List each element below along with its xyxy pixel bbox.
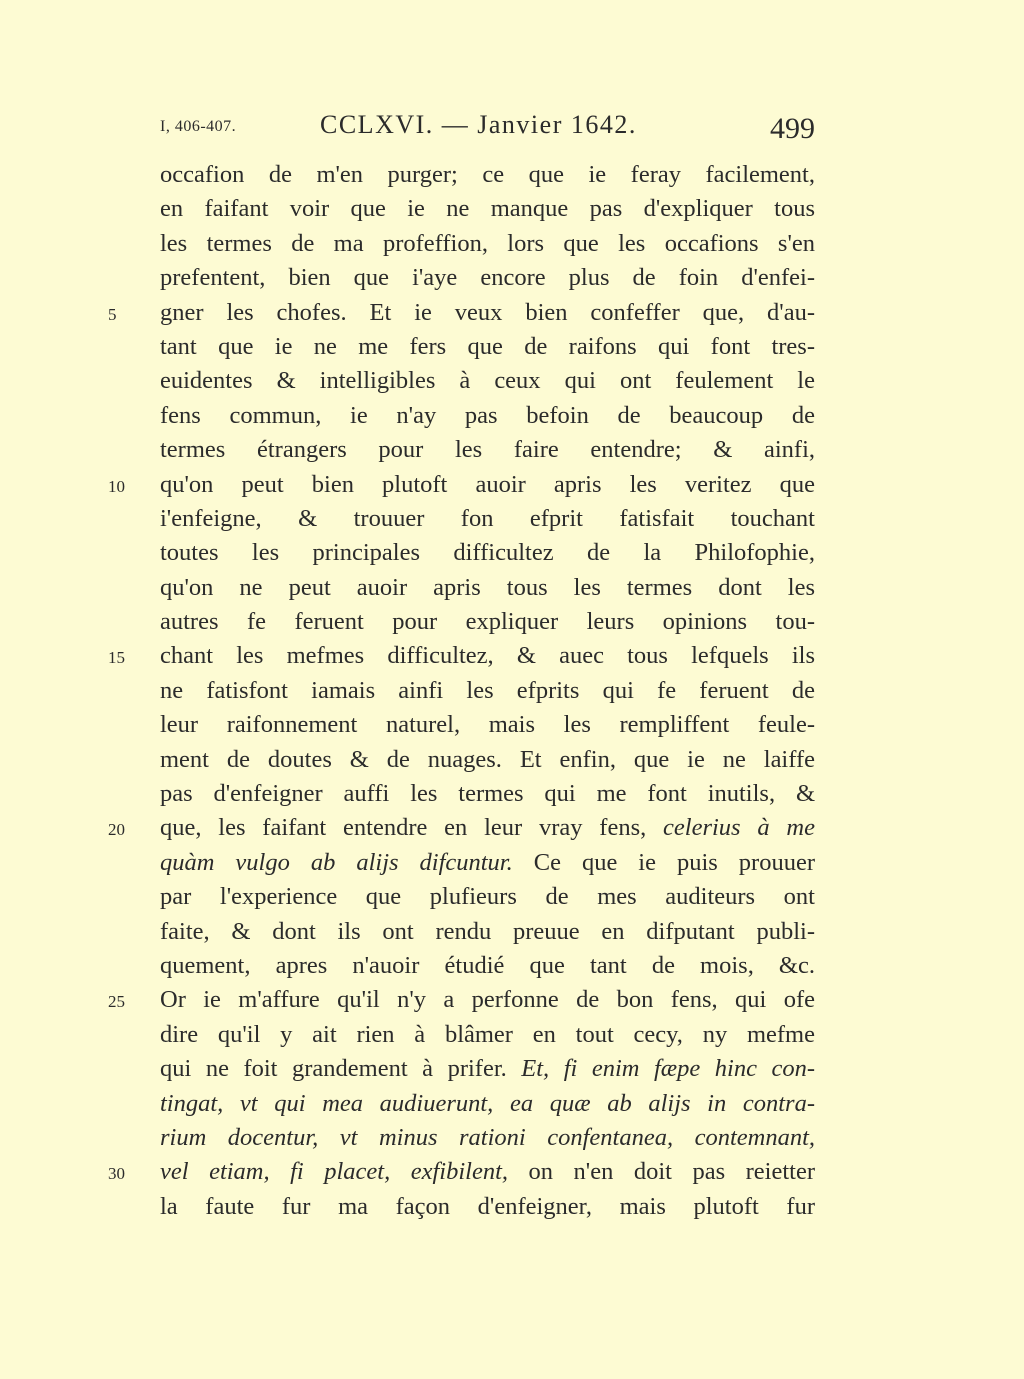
text-segment: prefentent, bien que i'aye encore plus de foin d'enfei- [160,264,815,292]
line-text [160,571,815,605]
text-segment: i'enfeigne, & trouuer fon efprit fatisfait touchant [160,504,815,532]
text-segment: occafion de m'en purger; ce que ie feray facilement, [160,161,815,188]
text-segment: termes étrangers pour les faire entendre; & ainfi, [160,436,815,464]
text-segment: toutes les principales difficultez de la Philofophie, [160,539,815,567]
header-title: CCLXVI. — Janvier 1642. [320,110,637,139]
text-line [0,536,1024,570]
text-line [0,743,1024,777]
line-text [160,227,815,261]
text-segment: Or ie m'affure qu'il n'y a perfonne de bon fens, qui ofe [160,986,815,1014]
text-line [0,571,1024,605]
line-text [160,1190,815,1224]
text-segment: dire qu'il y ait rien à blâmer en tout cecy, ny mefme [160,1020,815,1048]
text-line [0,811,1024,845]
text-segment: chant les mefmes difficultez, & auec tous lefquels ils [160,642,815,670]
line-text [160,811,815,845]
text-segment: ne fatisfont iamais ainfi les efprits qui fe feruent de [160,676,815,704]
text-line [0,158,1024,192]
text-line [0,399,1024,433]
line-text [160,708,815,742]
text-segment: fens commun, ie n'ay pas befoin de beaucoup de [160,401,815,429]
text-line [0,227,1024,261]
italic-latin-text: tingat, vt qui mea audiuerunt, ea quæ ab alijs in contra- [160,1089,815,1117]
line-text [160,846,815,880]
line-text [160,192,815,226]
text-segment: tant que ie ne me fers que de raifons qui font tres- [160,332,815,360]
line-text [160,364,815,398]
text-line [0,708,1024,742]
italic-latin-text: Et, fi enim fæpe hinc con- [521,1055,815,1083]
line-number: 20 [108,820,125,840]
header-reference: I, 406-407. [160,118,237,135]
text-line [0,949,1024,983]
text-segment: quement, apres n'auoir étudié que tant de mois, &c. [160,951,815,979]
text-line [0,468,1024,502]
text-line [0,846,1024,880]
text-segment: qu'on ne peut auoir apris tous les termes dont les [160,573,815,601]
page-number: 499 [770,112,815,145]
text-line [0,502,1024,536]
text-segment: autres fe feruent pour expliquer leurs opinions tou- [160,608,815,636]
line-text [160,1155,815,1189]
text-segment: qui ne foit grandement à prifer. [160,1055,522,1083]
text-line [0,1155,1024,1189]
line-text [160,1018,815,1052]
line-text [160,330,815,364]
line-text [160,468,815,502]
line-text [160,915,815,949]
text-segment: gner les chofes. Et ie veux bien confeffer que, d'au- [160,298,815,326]
text-line [0,1121,1024,1155]
line-text [160,605,815,639]
text-segment: qu'on peut bien plutoft auoir apris les veritez que [160,470,815,498]
italic-latin-text: quàm vulgo ab alijs difcuntur. [160,848,513,876]
line-text [160,296,815,330]
line-text [160,639,815,673]
text-line [0,915,1024,949]
line-number: 15 [108,648,125,668]
line-number: 5 [108,304,117,324]
line-text [160,261,815,295]
text-segment: que, les faifant entendre en leur vray fens, [160,814,664,842]
running-header [0,110,1024,150]
text-line [0,261,1024,295]
text-segment: faite, & dont ils ont rendu preuue en difputant publi- [160,917,815,945]
line-text [160,536,815,570]
text-segment: Ce que ie puis prouuer [512,848,815,876]
text-line [0,880,1024,914]
line-text [160,674,815,708]
line-number: 10 [108,476,125,496]
line-number: 25 [108,992,125,1012]
line-text [160,158,815,192]
text-segment: les termes de ma profeffion, lors que les occafions s'en [160,229,815,257]
text-line [0,605,1024,639]
text-segment: pas d'enfeigner auffi les termes qui me font inutils, & [160,780,815,808]
text-line [0,433,1024,467]
line-text [160,502,815,536]
line-text [160,743,815,777]
line-number: 30 [108,1164,125,1184]
line-text [160,399,815,433]
text-segment: ment de doutes & de nuages. Et enfin, que ie ne laiffe [160,745,815,773]
text-line [0,777,1024,811]
text-segment: par l'experience que plufieurs de mes auditeurs ont [160,883,815,911]
text-segment: euidentes & intelligibles à ceux qui ont feulement le [160,367,815,395]
text-segment: la faute fur ma façon d'enfeigner, mais plutoft fur [160,1192,815,1220]
italic-latin-text: vel etiam, fi placet, exfibilent, [160,1158,509,1186]
line-text [160,777,815,811]
line-text [160,433,815,467]
text-segment: en faifant voir que ie ne manque pas d'expliquer tous [160,195,815,223]
text-line [0,330,1024,364]
line-text [160,1121,815,1155]
body-text [0,158,1024,1224]
text-line [0,1087,1024,1121]
text-segment: on n'en doit pas reietter [508,1158,815,1186]
line-text [160,1087,815,1121]
text-line [0,1190,1024,1224]
text-line [0,639,1024,673]
text-line [0,1052,1024,1086]
text-line [0,983,1024,1017]
line-text [160,1052,815,1086]
line-text [160,949,815,983]
line-text [160,880,815,914]
italic-latin-text: celerius à me [663,814,815,842]
text-line [0,674,1024,708]
text-line [0,364,1024,398]
text-segment: leur raifonnement naturel, mais les rempliffent feule- [160,711,815,739]
text-line [0,1018,1024,1052]
line-text [160,983,815,1017]
text-line [0,296,1024,330]
text-line [0,192,1024,226]
italic-latin-text: rium docentur, vt minus rationi confentanea, contemnant, [160,1123,815,1151]
